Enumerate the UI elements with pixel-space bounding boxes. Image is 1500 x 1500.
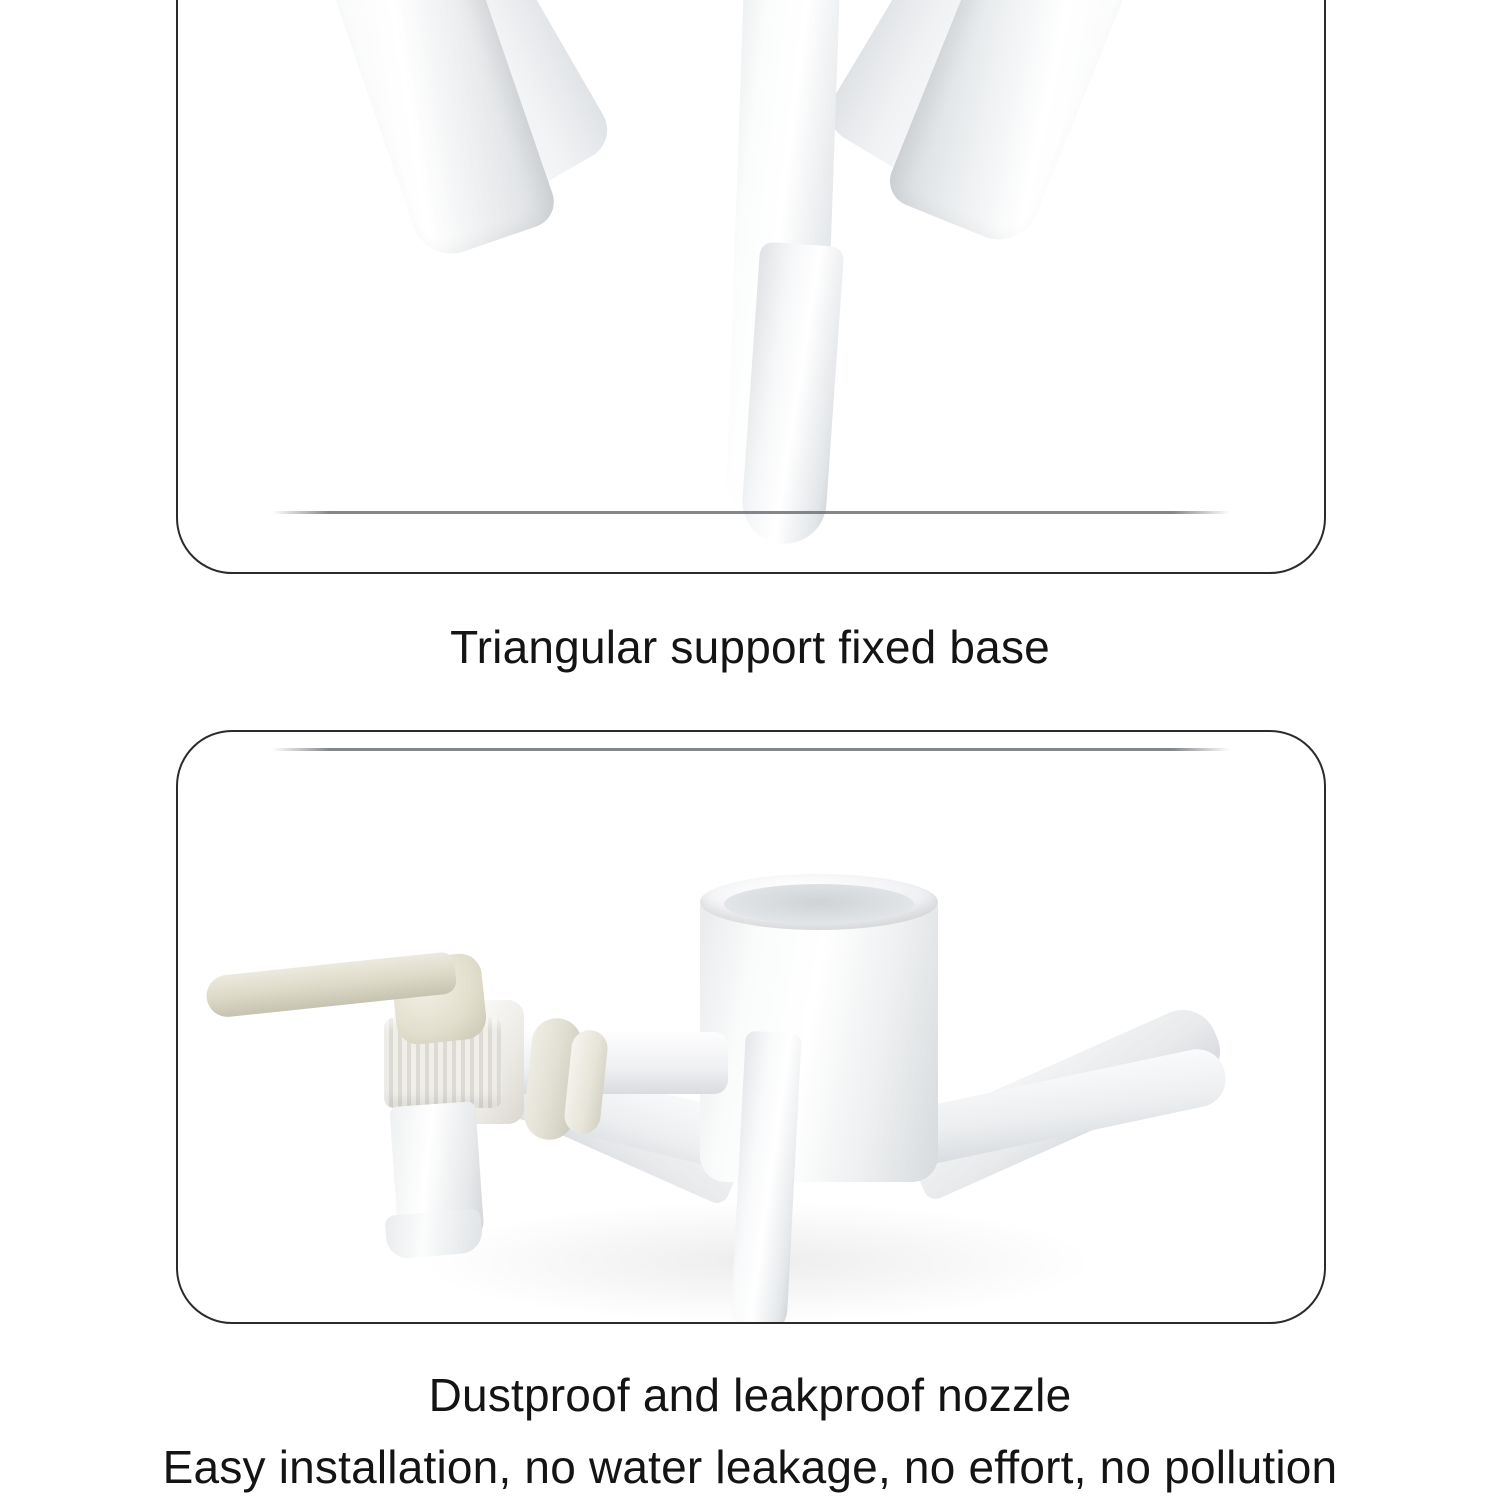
photo-triangular-base	[178, 0, 1324, 572]
product-photo-panel-legs	[176, 0, 1326, 574]
caption-easy-installation: Easy installation, no water leakage, no effort, no pollution	[162, 1441, 1338, 1493]
stand-center-hub	[700, 892, 938, 1182]
panel-divider-line	[272, 511, 1230, 514]
photo-nozzle-assembly	[178, 732, 1324, 1322]
panel-divider-line-2	[272, 748, 1230, 751]
caption-dustproof-nozzle: Dustproof and leakproof nozzle	[428, 1369, 1072, 1421]
product-photo-panel-nozzle	[176, 730, 1326, 1324]
stand-hub-bore	[724, 884, 914, 924]
caption-triangular-support: Triangular support fixed base	[450, 621, 1050, 673]
